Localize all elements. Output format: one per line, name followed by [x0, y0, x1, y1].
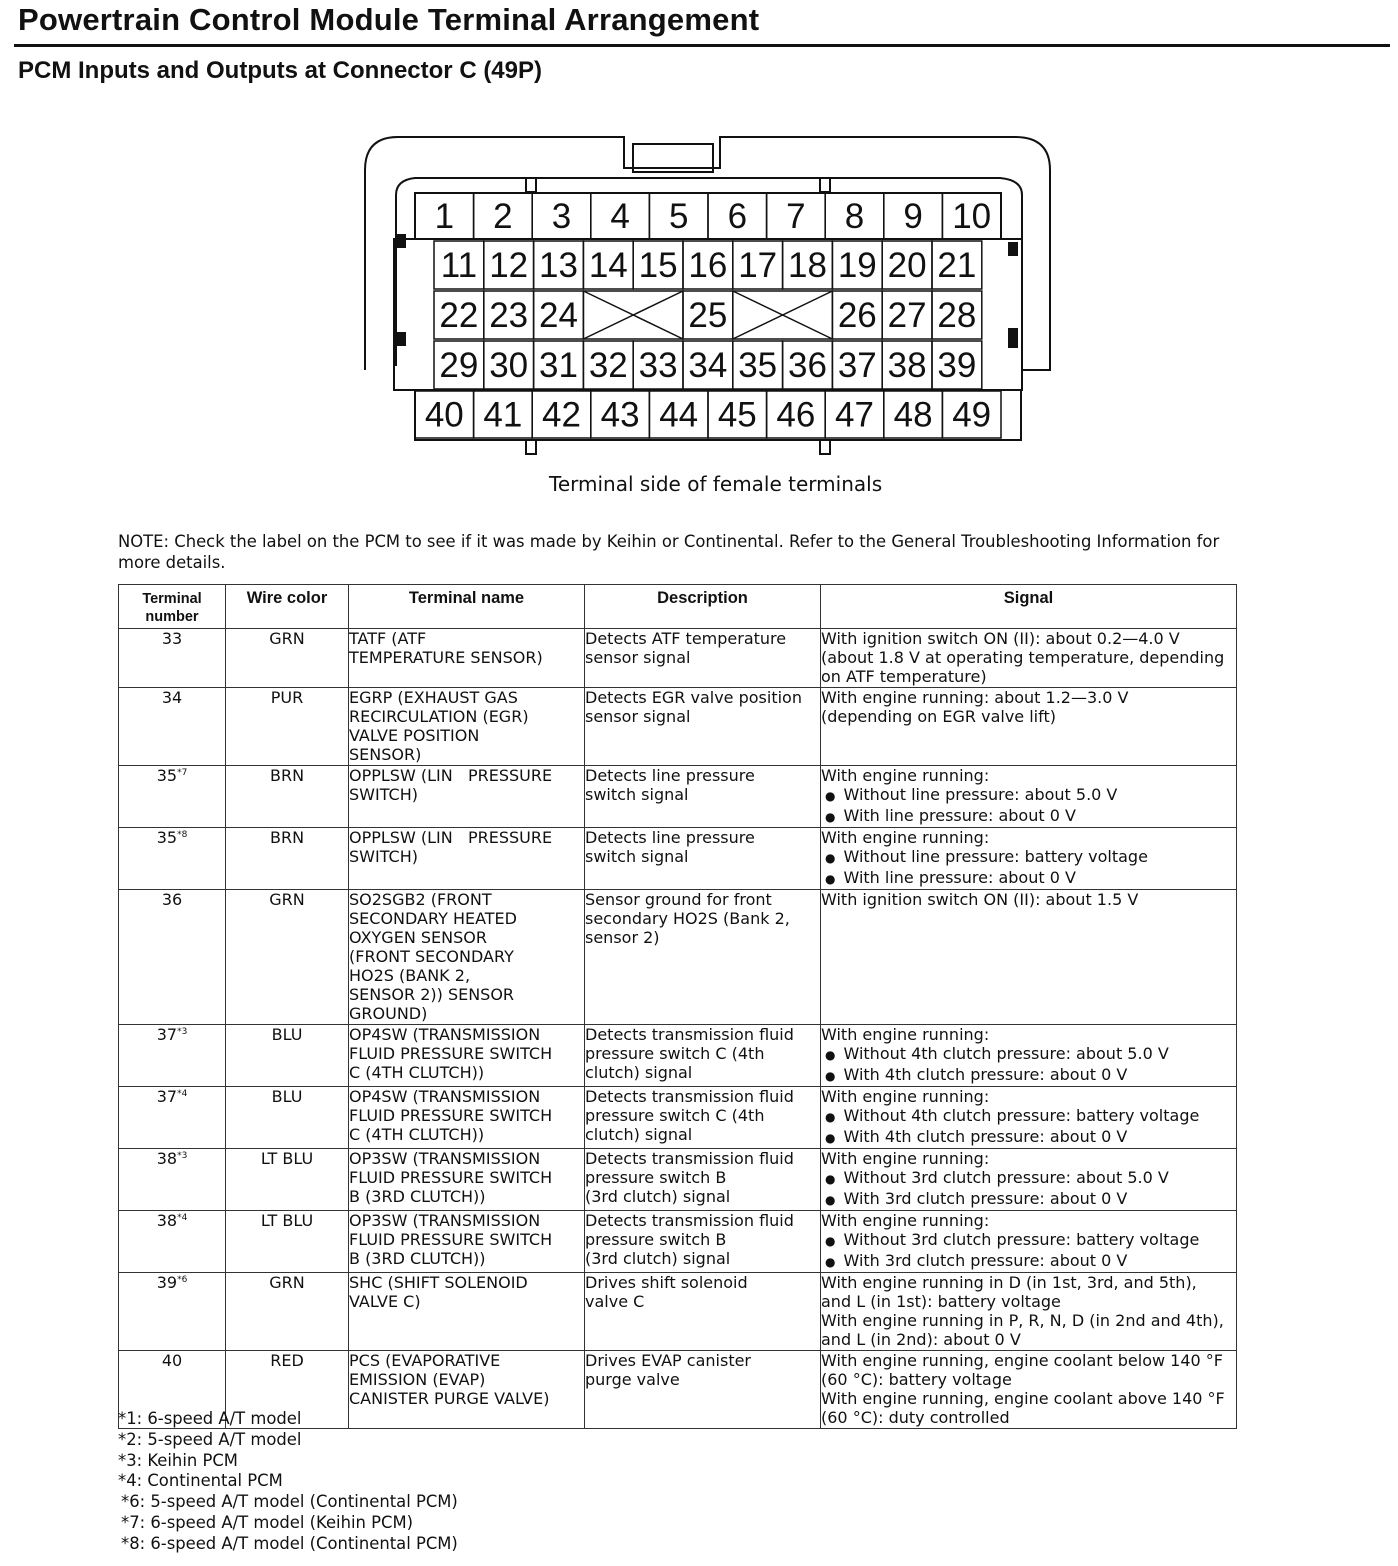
col-header-wire-color: Wire color [226, 585, 349, 629]
cell-wire-color: GRN [226, 1273, 349, 1351]
signal-bullet-line [821, 785, 1236, 806]
cell-terminal-name-line: FLUID PRESSURE SWITCH [349, 1106, 553, 1125]
table-row [119, 1025, 1237, 1087]
terminal-footnote-ref: *4 [177, 1213, 188, 1223]
pin-number: 39 [937, 346, 977, 385]
cell-terminal-name-line: VALVE POSITION [349, 726, 480, 745]
cell-description [585, 688, 821, 766]
cell-terminal-number [119, 1149, 226, 1211]
cell-description [585, 1149, 821, 1211]
pin-number: 1 [434, 197, 455, 236]
cell-wire-color: RED [226, 1351, 349, 1429]
cell-terminal-name [349, 1273, 585, 1351]
pin-number: 36 [788, 346, 827, 385]
cell-terminal-name-line: SECONDARY HEATED [349, 909, 517, 928]
signal-bullet-line [821, 806, 1236, 827]
signal-text: Without 4th clutch pressure: battery voltage [843, 1106, 1200, 1125]
cell-signal [821, 1273, 1237, 1351]
signal-text: Without line pressure: about 5.0 V [843, 785, 1118, 804]
table-row [119, 766, 1237, 828]
pin-number: 28 [937, 296, 977, 335]
cell-terminal-name-line: PCS (EVAPORATIVE [349, 1351, 501, 1370]
cell-description-line: Drives EVAP canister [585, 1351, 752, 1370]
col-header-description: Description [585, 585, 821, 629]
signal-text: With line pressure: about 0 V [843, 806, 1076, 825]
note-text: NOTE: Check the label on the PCM to see if it was made by Keihin or Continental. Refer to the General Troubleshooting Information for more details. [118, 532, 1220, 572]
pin-number: 5 [668, 197, 689, 236]
pin-number: 35 [738, 346, 778, 385]
cell-terminal-name-line: TEMPERATURE SENSOR) [349, 648, 543, 667]
cell-terminal-name-line: SHC (SHIFT SOLENOID [349, 1273, 528, 1292]
signal-line: With engine running: [821, 1025, 990, 1044]
bullet-icon: ● [825, 810, 836, 824]
terminal-number: 37 [156, 1025, 178, 1044]
cell-terminal-name-line: RECIRCULATION (EGR) [349, 707, 529, 726]
terminal-number: 40 [161, 1351, 183, 1370]
cell-terminal-name [349, 1087, 585, 1149]
bullet-icon: ● [825, 1234, 836, 1248]
signal-line: With engine running: [821, 1211, 990, 1230]
cell-wire-color: BLU [226, 1087, 349, 1149]
cell-description-line: Detects ATF temperature [585, 629, 787, 648]
terminal-number: 39 [156, 1273, 178, 1292]
pin-number: 47 [835, 395, 874, 435]
pin-number: 15 [638, 246, 678, 285]
connector-caption: Terminal side of female terminals [549, 472, 883, 496]
cell-description-line: switch signal [585, 847, 689, 866]
signal-line: With engine running: about 1.2—3.0 V [821, 688, 1129, 707]
signal-line: and L (in 2nd): about 0 V [821, 1330, 1021, 1349]
cell-terminal-name-line: OP3SW (TRANSMISSION [349, 1149, 541, 1168]
signal-line: With ignition switch ON (II): about 1.5 V [821, 890, 1139, 909]
cell-description-line: Detects transmission fluid [585, 1211, 794, 1230]
connector-diagram [360, 130, 1060, 460]
cell-terminal-number [119, 1273, 226, 1351]
polarization-key [1008, 328, 1018, 348]
pin-number: 16 [688, 246, 728, 285]
table-row [119, 890, 1237, 1025]
cell-terminal-number [119, 1025, 226, 1087]
cell-terminal-name-line: TATF (ATF [349, 629, 427, 648]
cell-description-line: (3rd clutch) signal [585, 1187, 731, 1206]
cell-terminal-name-line: C (4TH CLUTCH)) [349, 1063, 485, 1082]
signal-line: With ignition switch ON (II): about 0.2—4.0 V [821, 629, 1180, 648]
pin-number: 45 [717, 395, 757, 435]
cell-description-line: Detects line pressure [585, 828, 755, 847]
pin-number: 30 [489, 346, 529, 385]
cell-terminal-name-line: OP3SW (TRANSMISSION [349, 1211, 541, 1230]
signal-bullet-line [821, 847, 1236, 868]
signal-line: With engine running: [821, 1149, 990, 1168]
terminal-number: 33 [161, 629, 183, 648]
cell-description-line: clutch) signal [585, 1125, 693, 1144]
pin-number: 49 [952, 395, 992, 435]
signal-line: With engine running, engine coolant below 140 °F [821, 1351, 1223, 1370]
terminal-number: 35 [156, 766, 178, 785]
pin-number: 9 [903, 197, 923, 236]
bullet-icon: ● [825, 789, 836, 803]
cell-signal [821, 1025, 1237, 1087]
title-divider [14, 44, 1390, 47]
cell-signal [821, 890, 1237, 1025]
bullet-icon: ● [825, 1131, 836, 1145]
pin-number: 10 [952, 197, 992, 236]
signal-text: Without 3rd clutch pressure: battery voltage [843, 1230, 1200, 1249]
terminal-table [118, 584, 1237, 1429]
pin-number: 17 [738, 246, 778, 285]
bullet-icon: ● [825, 1110, 836, 1124]
cell-description-line: sensor signal [585, 707, 691, 726]
page-title: Powertrain Control Module Terminal Arrangement [18, 2, 760, 37]
cell-description-line: secondary HO2S (Bank 2, [585, 909, 790, 928]
terminal-footnote-ref: *8 [177, 830, 188, 840]
pin-number: 2 [493, 197, 513, 236]
pin-number: 24 [539, 296, 578, 335]
cell-terminal-name-line: SO2SGB2 (FRONT [349, 890, 492, 909]
pin-number: 11 [440, 246, 478, 285]
signal-text: With 3rd clutch pressure: about 0 V [843, 1189, 1128, 1208]
pin-number: 14 [588, 246, 628, 285]
table-row [119, 1211, 1237, 1273]
table-row [119, 828, 1237, 890]
signal-bullet-line [821, 868, 1236, 889]
cell-terminal-name-line: C (4TH CLUTCH)) [349, 1125, 485, 1144]
signal-line: With engine running: [821, 766, 990, 785]
footnote: *8: 6-speed A/T model (Continental PCM) [121, 1533, 458, 1553]
cell-terminal-name-line: B (3RD CLUTCH)) [349, 1187, 486, 1206]
cell-signal [821, 1351, 1237, 1429]
pin-number: 43 [600, 395, 640, 435]
cell-terminal-name [349, 688, 585, 766]
cell-terminal-name-line: EGRP (EXHAUST GAS [349, 688, 518, 707]
cell-terminal-name-line: VALVE C) [349, 1292, 421, 1311]
signal-text: With 4th clutch pressure: about 0 V [843, 1127, 1128, 1146]
cell-terminal-name-line: CANISTER PURGE VALVE) [349, 1389, 550, 1408]
pin-number: 32 [588, 346, 628, 385]
terminal-footnote-ref: *3 [177, 1027, 188, 1037]
cell-description-line: (3rd clutch) signal [585, 1249, 731, 1268]
pin-number: 40 [424, 395, 464, 435]
cell-description [585, 1087, 821, 1149]
pin-number: 44 [659, 395, 699, 435]
cell-description-line: valve C [585, 1292, 645, 1311]
cell-description [585, 828, 821, 890]
signal-bullet-line [821, 1168, 1236, 1189]
cell-terminal-number [119, 688, 226, 766]
bullet-icon: ● [825, 1069, 836, 1083]
pin-number: 46 [776, 395, 816, 435]
cell-signal [821, 1087, 1237, 1149]
signal-line: and L (in 1st): battery voltage [821, 1292, 1061, 1311]
cell-wire-color: PUR [226, 688, 349, 766]
bullet-icon: ● [825, 1255, 836, 1269]
col-header-terminal-number: Terminal number [119, 585, 226, 629]
pin-number: 20 [887, 246, 927, 285]
cell-wire-color: BLU [226, 1025, 349, 1087]
cell-wire-color: LT BLU [226, 1211, 349, 1273]
cell-terminal-name-line: OXYGEN SENSOR [349, 928, 487, 947]
cell-signal [821, 1211, 1237, 1273]
pin-number: 34 [688, 346, 728, 385]
cell-terminal-name [349, 1211, 585, 1273]
polarization-key [396, 234, 406, 248]
footnote: *6: 5-speed A/T model (Continental PCM) [121, 1492, 458, 1512]
cell-wire-color: GRN [226, 890, 349, 1025]
pin-number: 3 [551, 197, 572, 236]
bullet-icon: ● [825, 1193, 836, 1207]
pin-number: 8 [844, 197, 865, 236]
cell-terminal-number [119, 1087, 226, 1149]
signal-bullet-line [821, 1106, 1236, 1127]
table-row [119, 1149, 1237, 1211]
cell-description-line: switch signal [585, 785, 689, 804]
cell-terminal-name-line: SWITCH) [349, 785, 418, 804]
cell-description [585, 629, 821, 688]
terminal-number: 38 [156, 1211, 178, 1230]
cell-description-line: pressure switch B [585, 1168, 727, 1187]
cell-terminal-name-line: FLUID PRESSURE SWITCH [349, 1230, 553, 1249]
table-row [119, 688, 1237, 766]
pin-number: 42 [542, 395, 581, 435]
signal-text: Without line pressure: battery voltage [843, 847, 1148, 866]
cell-terminal-name-line: OPPLSW (LIN PRESSURE [349, 828, 553, 847]
bullet-icon: ● [825, 1048, 836, 1062]
signal-text: Without 3rd clutch pressure: about 5.0 V [843, 1168, 1169, 1187]
signal-text: With 4th clutch pressure: about 0 V [843, 1065, 1128, 1084]
signal-line: With engine running in P, R, N, D (in 2nd and 4th), [821, 1311, 1224, 1330]
signal-line: (depending on EGR valve lift) [821, 707, 1056, 726]
signal-bullet-line [821, 1189, 1236, 1210]
cell-terminal-name [349, 890, 585, 1025]
cell-description [585, 1273, 821, 1351]
cell-description [585, 766, 821, 828]
cell-signal [821, 688, 1237, 766]
pin-number: 21 [937, 246, 977, 285]
cell-terminal-number [119, 629, 226, 688]
pin-number: 22 [439, 296, 479, 335]
connector-drawing [360, 130, 1060, 460]
signal-bullet-line [821, 1044, 1236, 1065]
pin-number: 13 [539, 246, 578, 285]
footnote: *4: Continental PCM [118, 1471, 283, 1491]
cell-terminal-name-line: OP4SW (TRANSMISSION [349, 1087, 541, 1106]
pin-number: 25 [688, 296, 728, 335]
terminal-footnote-ref: *7 [177, 768, 188, 778]
cell-terminal-name-line: SENSOR 2)) SENSOR [349, 985, 515, 1004]
pin-number: 29 [439, 346, 479, 385]
pin-number: 7 [786, 197, 806, 236]
cell-terminal-name-line: FLUID PRESSURE SWITCH [349, 1168, 553, 1187]
cell-description-line: purge valve [585, 1370, 680, 1389]
cell-description-line: Sensor ground for front [585, 890, 772, 909]
footnote: *1: 6-speed A/T model [118, 1409, 302, 1428]
cell-terminal-name-line: EMISSION (EVAP) [349, 1370, 486, 1389]
cell-description-line: Detects transmission fluid [585, 1149, 794, 1168]
pin-number: 27 [887, 296, 927, 335]
cell-terminal-name [349, 766, 585, 828]
signal-line: (60 °C): battery voltage [821, 1370, 1012, 1389]
cell-signal [821, 1149, 1237, 1211]
cell-terminal-name [349, 828, 585, 890]
pin-number: 37 [837, 346, 877, 385]
signal-line: With engine running in D (in 1st, 3rd, and 5th), [821, 1273, 1197, 1292]
bullet-icon: ● [825, 851, 836, 865]
cell-terminal-name-line: FLUID PRESSURE SWITCH [349, 1044, 553, 1063]
cell-terminal-name [349, 1025, 585, 1087]
cell-description-line: Drives shift solenoid [585, 1273, 748, 1292]
signal-line: With engine running: [821, 1087, 990, 1106]
signal-bullet-line [821, 1065, 1236, 1086]
signal-text: With 3rd clutch pressure: about 0 V [843, 1251, 1128, 1270]
signal-line: on ATF temperature) [821, 667, 987, 686]
cell-terminal-name-line: OP4SW (TRANSMISSION [349, 1025, 541, 1044]
signal-bullet-line [821, 1251, 1236, 1272]
footnote: *3: Keihin PCM [118, 1450, 238, 1470]
cell-wire-color: LT BLU [226, 1149, 349, 1211]
signal-line: With engine running, engine coolant above 140 °F [821, 1389, 1225, 1408]
pin-number: 18 [788, 246, 827, 285]
footnotes [118, 1409, 458, 1555]
footnote: *7: 6-speed A/T model (Keihin PCM) [121, 1512, 413, 1532]
terminal-footnote-ref: *6 [177, 1275, 188, 1285]
cell-signal [821, 629, 1237, 688]
cell-terminal-name-line: OPPLSW (LIN PRESSURE [349, 766, 553, 785]
signal-bullet-line [821, 1127, 1236, 1148]
terminal-number: 36 [161, 890, 183, 909]
signal-bullet-line [821, 1230, 1236, 1251]
cell-description-line: sensor 2) [585, 928, 660, 947]
cell-terminal-name-line: SWITCH) [349, 847, 418, 866]
cell-description [585, 890, 821, 1025]
cell-terminal-name-line: (FRONT SECONDARY [349, 947, 514, 966]
cell-description [585, 1211, 821, 1273]
pin-number: 48 [893, 395, 933, 435]
cell-terminal-name [349, 629, 585, 688]
cell-signal [821, 828, 1237, 890]
cell-terminal-number [119, 1211, 226, 1273]
terminal-number: 35 [156, 828, 178, 847]
cell-wire-color: BRN [226, 828, 349, 890]
terminal-number: 38 [156, 1149, 178, 1168]
cell-description-line: pressure switch C (4th [585, 1106, 765, 1125]
footnote: *2: 5-speed A/T model [118, 1429, 302, 1449]
cell-terminal-name-line: SENSOR) [349, 745, 422, 764]
pin-number: 19 [837, 246, 877, 285]
table-row [119, 1087, 1237, 1149]
pin-number: 23 [489, 296, 529, 335]
cell-description-line: clutch) signal [585, 1063, 693, 1082]
polarization-key [1008, 242, 1018, 256]
cell-terminal-name-line: HO2S (BANK 2, [349, 966, 471, 985]
table-row [119, 629, 1237, 688]
cell-terminal-name [349, 1149, 585, 1211]
terminal-footnote-ref: *4 [177, 1089, 188, 1099]
cell-description-line: Detects EGR valve position [585, 688, 802, 707]
cell-terminal-number [119, 890, 226, 1025]
pin-number: 6 [727, 197, 748, 236]
terminal-number: 34 [161, 688, 183, 707]
signal-text: Without 4th clutch pressure: about 5.0 V [843, 1044, 1169, 1063]
polarization-key [396, 332, 406, 346]
col-header-terminal-name: Terminal name [349, 585, 585, 629]
cell-terminal-number [119, 828, 226, 890]
signal-line: With engine running: [821, 828, 990, 847]
cell-wire-color: GRN [226, 629, 349, 688]
terminal-footnote-ref: *3 [177, 1151, 188, 1161]
signal-line: (60 °C): duty controlled [821, 1408, 1010, 1427]
cell-signal [821, 766, 1237, 828]
bullet-icon: ● [825, 1172, 836, 1186]
cell-description-line: Detects transmission fluid [585, 1087, 794, 1106]
cell-wire-color: BRN [226, 766, 349, 828]
page-subtitle: PCM Inputs and Outputs at Connector C (49P) [18, 57, 543, 84]
pin-number: 41 [483, 395, 523, 435]
cell-terminal-name-line: GROUND) [349, 1004, 428, 1023]
pin-number: 38 [887, 346, 927, 385]
table-header-row [119, 585, 1237, 629]
pin-number: 26 [837, 296, 877, 335]
table-row [119, 1273, 1237, 1351]
signal-text: With line pressure: about 0 V [843, 868, 1076, 887]
cell-description [585, 1351, 821, 1429]
pin-number: 12 [489, 246, 529, 285]
cell-description-line: pressure switch B [585, 1230, 727, 1249]
signal-line: (about 1.8 V at operating temperature, depending [821, 648, 1225, 667]
cell-terminal-number [119, 766, 226, 828]
terminal-number: 37 [156, 1087, 178, 1106]
cell-description-line: sensor signal [585, 648, 691, 667]
cell-description [585, 1025, 821, 1087]
pin-number: 31 [539, 346, 578, 385]
cell-description-line: pressure switch C (4th [585, 1044, 765, 1063]
cell-description-line: Detects transmission fluid [585, 1025, 794, 1044]
pin-number: 33 [638, 346, 678, 385]
col-header-signal: Signal [821, 585, 1237, 629]
cell-terminal-name-line: B (3RD CLUTCH)) [349, 1249, 486, 1268]
pin-number: 4 [610, 197, 630, 236]
cell-description-line: Detects line pressure [585, 766, 755, 785]
bullet-icon: ● [825, 872, 836, 886]
